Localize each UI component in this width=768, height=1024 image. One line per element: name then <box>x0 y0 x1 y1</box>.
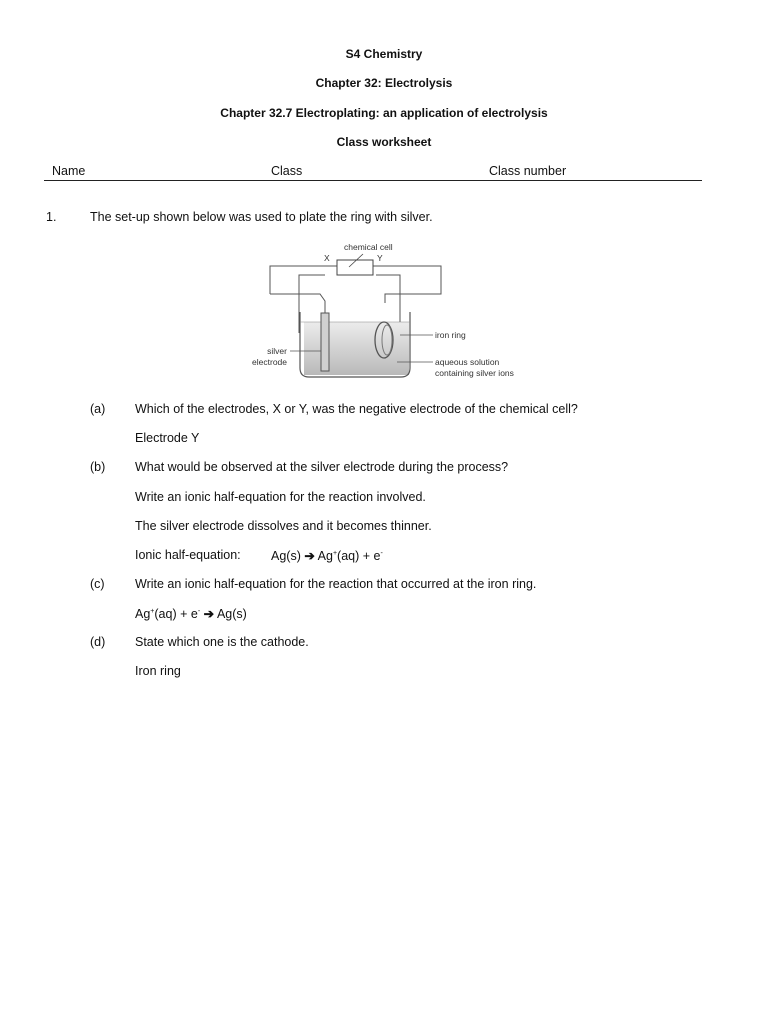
part-d-answer: Iron ring <box>135 664 181 678</box>
part-d-question: State which one is the cathode. <box>135 635 309 649</box>
circuit-wire <box>270 294 325 313</box>
arrow-icon: ➔ <box>203 607 215 621</box>
terminal-x-label: X <box>324 253 330 263</box>
part-b-equation-label: Ionic half-equation: <box>135 548 241 562</box>
part-b-question: What would be observed at the silver electrode during the process? <box>135 460 509 474</box>
part-a-answer: Electrode Y <box>135 431 200 445</box>
electroplating-diagram <box>240 238 540 383</box>
chemical-cell-label: chemical cell <box>344 242 393 252</box>
aqueous-solution-label: aqueous solution <box>435 357 500 367</box>
part-b-equation: Ag(s) ➔ Ag+(aq) + e- <box>271 549 383 563</box>
chapter-title: Chapter 32: Electrolysis <box>315 76 453 90</box>
name-field-label: Name <box>52 164 86 178</box>
terminal-y-label: Y <box>377 253 383 263</box>
part-a-label: (a) <box>90 402 106 416</box>
class-field-label: Class <box>271 164 303 178</box>
part-a-question: Which of the electrodes, X or Y, was the negative electrode of the chemical cell? <box>135 402 578 416</box>
silver-label: silver <box>267 346 287 356</box>
electrode-label: electrode <box>252 357 287 367</box>
part-c-equation: Ag+(aq) + e- ➔ Ag(s) <box>135 607 247 621</box>
silver-electrode <box>321 313 329 371</box>
part-d-label: (d) <box>90 635 106 649</box>
electrolyte-solution <box>304 322 409 375</box>
question-number: 1. <box>46 210 57 224</box>
worksheet-subject: S4 Chemistry <box>345 47 423 61</box>
part-c-label: (c) <box>90 577 105 591</box>
iron-ring-label: iron ring <box>435 330 466 340</box>
part-b-answer: The silver electrode dissolves and it becomes thinner. <box>135 519 432 533</box>
class-number-field-label: Class number <box>489 164 567 178</box>
chemical-cell-symbol <box>337 260 373 275</box>
section-title: Chapter 32.7 Electroplating: an application of electrolysis <box>220 106 548 120</box>
question-stem: The set-up shown below was used to plate the ring with silver. <box>90 210 433 224</box>
part-b-question-2: Write an ionic half-equation for the reaction involved. <box>135 490 426 504</box>
part-c-question: Write an ionic half-equation for the reaction that occurred at the iron ring. <box>135 577 537 591</box>
part-b-label: (b) <box>90 460 106 474</box>
worksheet-type: Class worksheet <box>336 135 432 149</box>
arrow-icon: ➔ <box>304 549 315 563</box>
silver-ions-label: containing silver ions <box>435 368 514 378</box>
header-underline <box>44 180 702 181</box>
